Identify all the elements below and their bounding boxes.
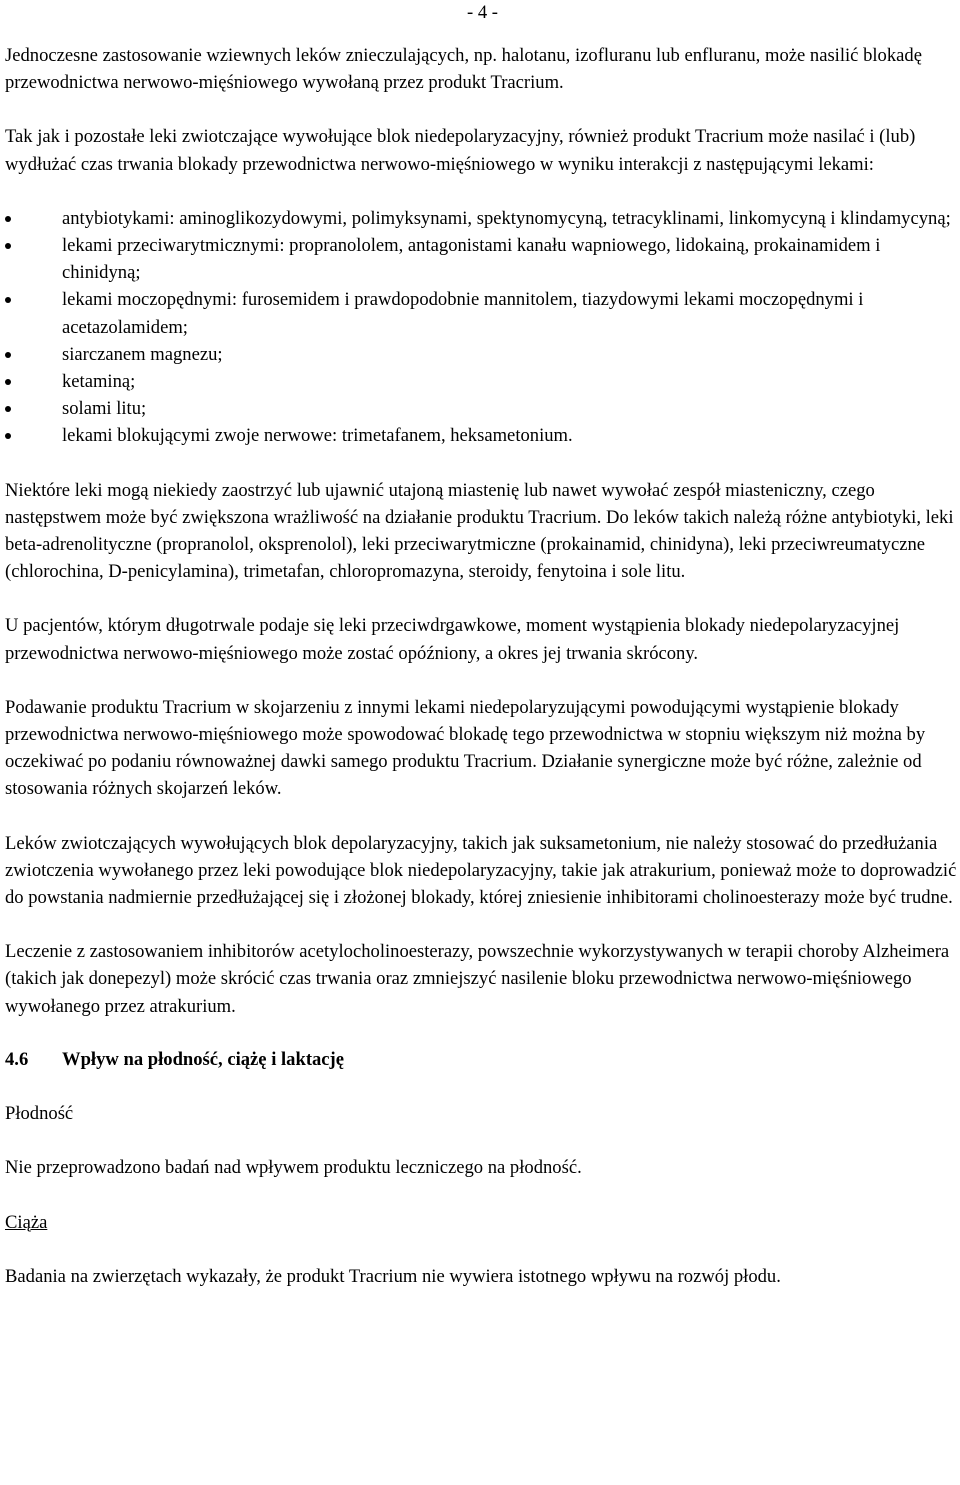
list-item-text: solami litu; — [62, 398, 147, 420]
list-item — [5, 286, 960, 340]
section-number: 4.6 — [5, 1048, 29, 1070]
pregnancy-heading: Ciąża — [5, 1211, 48, 1233]
bullet-icon — [5, 433, 11, 439]
interactions-list — [5, 205, 960, 450]
fertility-heading: Płodność — [5, 1103, 74, 1125]
paragraph-anticonvulsants: U pacjentów, którym długotrwale podaje się leki przeciwdrgawkowe, moment wystąpienia blokady niedepolaryzacyjnej przewodnictwa nerwowo-mięśniowego może zostać opóźniony, a okres jej trwania skrócony. — [5, 615, 900, 664]
list-item-text: siarczanem magnezu; — [62, 343, 223, 365]
list-item-text: antybiotykami: aminoglikozydowymi, polimyksynami, spektynomycyną, tetracyklinami, linkomycyną i klindamycyną; — [62, 207, 951, 229]
paragraph-interactions-intro: Tak jak i pozostałe leki zwiotczające wywołujące blok niedepolaryzacyjny, również produkt Tracrium może nasilać i (lub) wydłużać czas trwania blokady przewodnictwa nerwowo-mięśniowego w wyniku interakcji z następującymi lekami: — [5, 126, 916, 175]
list-item — [5, 368, 960, 395]
bullet-icon — [5, 352, 11, 358]
list-item — [5, 232, 960, 286]
paragraph-myasthenia: Niektóre leki mogą niekiedy zaostrzyć lub ujawnić utajoną miastenię lub nawet wywołać zespół miasteniczny, czego następstwem może być zwiększona wrażliwość na działanie produktu Tracrium. Do leków takich należą różne antybiotyki, leki beta-adrenolityczne (propranolol, oksprenolol), leki przeciwarytmiczne (prokainamid, chinidyna), leki przeciwreumatyczne (chlorochina, D-penicylamina), trimetafan, chloropromazyna, steroidy, fenytoina i sole litu. — [5, 479, 954, 583]
bullet-icon — [5, 243, 11, 249]
list-item — [5, 422, 960, 449]
section-heading — [5, 1046, 960, 1073]
list-item-text: lekami moczopędnymi: furosemidem i prawdopodobnie mannitolem, tiazydowymi lekami moczopędnymi i acetazolamidem; — [62, 289, 864, 338]
bullet-icon — [5, 379, 11, 385]
list-item-text: lekami blokującymi zwoje nerwowe: trimetafanem, heksametonium. — [62, 425, 573, 447]
pregnancy-text: Badania na zwierzętach wykazały, że produkt Tracrium nie wywiera istotnego wpływu na rozwój płodu. — [5, 1265, 781, 1287]
page-content — [5, 42, 960, 1290]
paragraph-acetylcholinesterase: Leczenie z zastosowaniem inhibitorów acetylocholinoesterazy, powszechnie wykorzystywanych w terapii choroby Alzheimera (takich jak donepezyl) może skrócić czas trwania oraz zmniejszyć nasilenie bloku przewodnictwa nerwowo-mięśniowego wywołanego przez atrakurium. — [5, 941, 950, 1017]
list-item-text: lekami przeciwarytmicznymi: propranololem, antagonistami kanału wapniowego, lidokainą, prokainamidem i chinidyną; — [62, 235, 881, 284]
list-item — [5, 205, 960, 232]
list-item — [5, 395, 960, 422]
paragraph-combination: Podawanie produktu Tracrium w skojarzeniu z innymi lekami niedepolaryzującymi powodującymi wystąpienie blokady przewodnictwa nerwowo-mięśniowego może spowodować blokadę tego przewodnictwa w stopniu większym niż można by oczekiwać po podaniu równoważnej dawki samego produktu Tracrium. Działanie synergiczne może być różne, zależnie od stosowania różnych skojarzeń leków. — [5, 696, 926, 800]
bullet-icon — [5, 406, 11, 412]
list-item-text: ketaminą; — [62, 371, 136, 393]
bullet-icon — [5, 297, 11, 303]
fertility-text: Nie przeprowadzono badań nad wpływem produktu leczniczego na płodność. — [5, 1157, 582, 1179]
page-number: - 4 - — [467, 2, 498, 23]
list-item — [5, 341, 960, 368]
paragraph-inhaled-anesthetics: Jednoczesne zastosowanie wziewnych leków znieczulających, np. halotanu, izofluranu lub enfluranu, może nasilić blokadę przewodnictwa nerwowo-mięśniowego wywołaną przez produkt Tracrium. — [5, 45, 922, 94]
section-title: Wpływ na płodność, ciążę i laktację — [62, 1048, 345, 1070]
bullet-icon — [5, 216, 11, 222]
paragraph-depolarizing: Leków zwiotczających wywołujących blok depolaryzacyjny, takich jak suksametonium, nie należy stosować do przedłużania zwiotczenia wywołanego przez leki powodujące blok niedepolaryzacyjny, takie jak atrakurium, ponieważ może to doprowadzić do powstania nadmiernie przedłużającej się i złożonej blokady, której zniesienie inhibitorami cholinoesterazy może być trudne. — [5, 832, 957, 909]
